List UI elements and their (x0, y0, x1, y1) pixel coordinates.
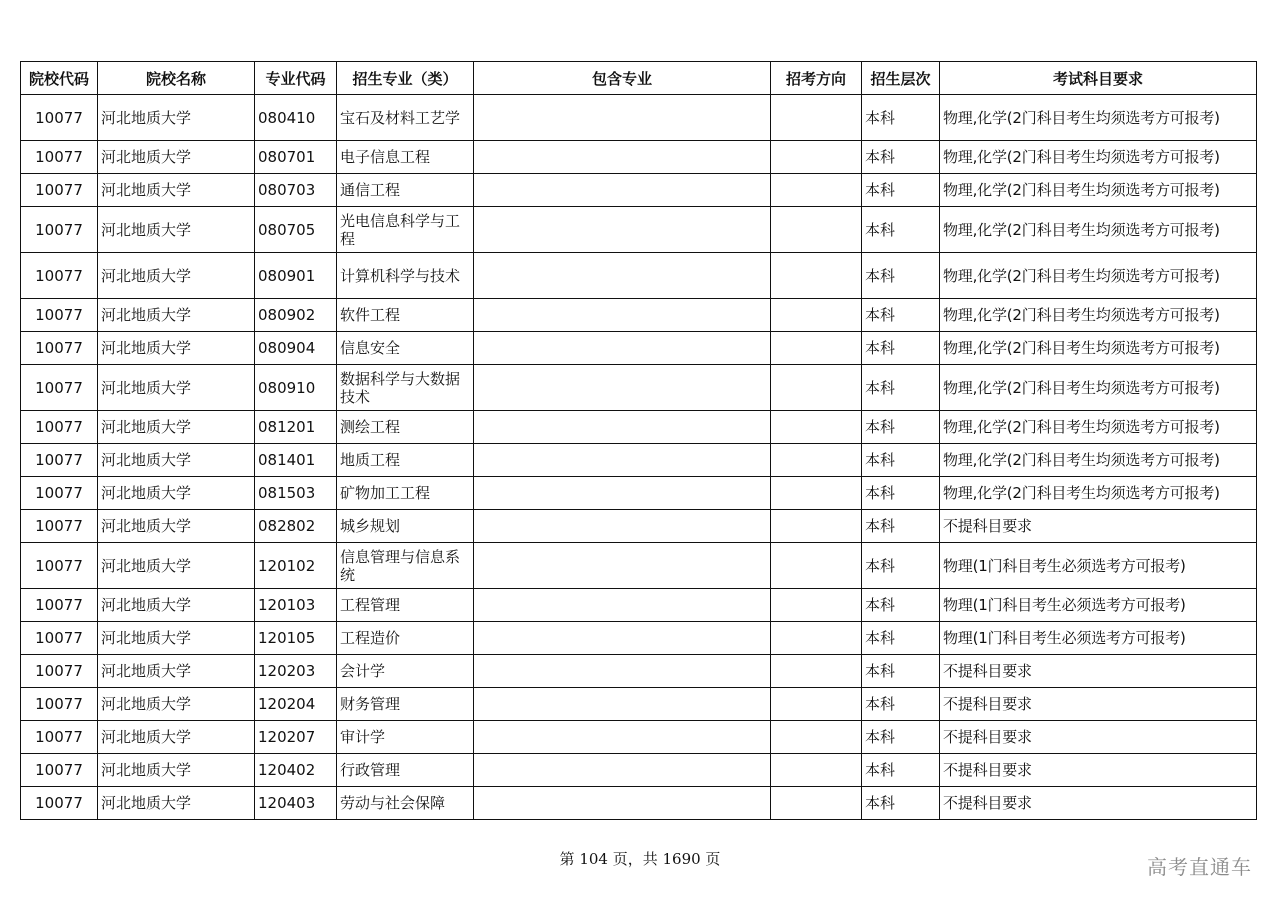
school-code-cell: 10077 (21, 655, 98, 688)
col-header-included-majors: 包含专业 (474, 62, 771, 95)
table-row (21, 141, 1257, 174)
subject-requirements-cell: 物理,化学(2门科目考生均须选考方可报考) (940, 365, 1257, 411)
major-cell: 软件工程 (337, 299, 474, 332)
major-cell: 测绘工程 (337, 411, 474, 444)
major-code-cell: 120402 (255, 754, 337, 787)
table-row (21, 365, 1257, 411)
major-cell: 劳动与社会保障 (337, 787, 474, 820)
major-cell: 工程造价 (337, 622, 474, 655)
school-name-cell: 河北地质大学 (98, 299, 255, 332)
major-code-cell: 080705 (255, 207, 337, 253)
level-cell: 本科 (862, 754, 940, 787)
table-row (21, 332, 1257, 365)
watermark: 高考直通车 (1147, 855, 1252, 879)
subject-requirements-cell: 物理,化学(2门科目考生均须选考方可报考) (940, 477, 1257, 510)
school-name-cell: 河北地质大学 (98, 332, 255, 365)
major-cell: 数据科学与大数据技术 (337, 365, 474, 411)
level-cell: 本科 (862, 141, 940, 174)
included-majors-cell (474, 622, 771, 655)
subject-requirements-cell: 物理,化学(2门科目考生均须选考方可报考) (940, 207, 1257, 253)
table-row (21, 207, 1257, 253)
major-cell: 通信工程 (337, 174, 474, 207)
subject-requirements-cell: 物理(1门科目考生必须选考方可报考) (940, 622, 1257, 655)
major-cell: 城乡规划 (337, 510, 474, 543)
subject-requirements-cell: 物理(1门科目考生必须选考方可报考) (940, 543, 1257, 589)
major-cell: 光电信息科学与工程 (337, 207, 474, 253)
major-cell: 工程管理 (337, 589, 474, 622)
school-code-cell: 10077 (21, 622, 98, 655)
major-code-cell: 080910 (255, 365, 337, 411)
school-name-cell: 河北地质大学 (98, 253, 255, 299)
level-cell: 本科 (862, 95, 940, 141)
included-majors-cell (474, 543, 771, 589)
col-header-major-code: 专业代码 (255, 62, 337, 95)
level-cell: 本科 (862, 688, 940, 721)
direction-cell (771, 365, 862, 411)
school-name-cell: 河北地质大学 (98, 688, 255, 721)
major-code-cell: 080901 (255, 253, 337, 299)
direction-cell (771, 174, 862, 207)
subject-requirements-cell: 不提科目要求 (940, 510, 1257, 543)
subject-requirements-cell: 物理,化学(2门科目考生均须选考方可报考) (940, 299, 1257, 332)
school-name-cell: 河北地质大学 (98, 622, 255, 655)
col-header-subject-requirements: 考试科目要求 (940, 62, 1257, 95)
included-majors-cell (474, 688, 771, 721)
direction-cell (771, 253, 862, 299)
major-code-cell: 082802 (255, 510, 337, 543)
level-cell: 本科 (862, 207, 940, 253)
included-majors-cell (474, 141, 771, 174)
included-majors-cell (474, 510, 771, 543)
level-cell: 本科 (862, 299, 940, 332)
included-majors-cell (474, 174, 771, 207)
included-majors-cell (474, 787, 771, 820)
subject-requirements-cell: 不提科目要求 (940, 721, 1257, 754)
major-code-cell: 120102 (255, 543, 337, 589)
level-cell: 本科 (862, 365, 940, 411)
school-name-cell: 河北地质大学 (98, 543, 255, 589)
table-row (21, 253, 1257, 299)
col-header-school-code: 院校代码 (21, 62, 98, 95)
subject-requirements-cell: 物理,化学(2门科目考生均须选考方可报考) (940, 332, 1257, 365)
school-code-cell: 10077 (21, 299, 98, 332)
included-majors-cell (474, 95, 771, 141)
school-code-cell: 10077 (21, 589, 98, 622)
major-cell: 审计学 (337, 721, 474, 754)
table-row (21, 543, 1257, 589)
table-row (21, 174, 1257, 207)
school-name-cell: 河北地质大学 (98, 754, 255, 787)
direction-cell (771, 754, 862, 787)
level-cell: 本科 (862, 721, 940, 754)
school-name-cell: 河北地质大学 (98, 787, 255, 820)
level-cell: 本科 (862, 655, 940, 688)
major-cell: 宝石及材料工艺学 (337, 95, 474, 141)
admissions-table (20, 61, 1257, 820)
direction-cell (771, 622, 862, 655)
col-header-level: 招生层次 (862, 62, 940, 95)
table-row (21, 754, 1257, 787)
major-code-cell: 080703 (255, 174, 337, 207)
school-name-cell: 河北地质大学 (98, 655, 255, 688)
direction-cell (771, 141, 862, 174)
major-cell: 会计学 (337, 655, 474, 688)
school-name-cell: 河北地质大学 (98, 207, 255, 253)
school-name-cell: 河北地质大学 (98, 95, 255, 141)
included-majors-cell (474, 655, 771, 688)
major-code-cell: 081201 (255, 411, 337, 444)
major-code-cell: 080701 (255, 141, 337, 174)
direction-cell (771, 299, 862, 332)
school-code-cell: 10077 (21, 477, 98, 510)
subject-requirements-cell: 不提科目要求 (940, 754, 1257, 787)
included-majors-cell (474, 411, 771, 444)
school-name-cell: 河北地质大学 (98, 141, 255, 174)
table-row (21, 444, 1257, 477)
school-code-cell: 10077 (21, 543, 98, 589)
table-body (21, 95, 1257, 820)
major-cell: 矿物加工工程 (337, 477, 474, 510)
level-cell: 本科 (862, 589, 940, 622)
major-code-cell: 081401 (255, 444, 337, 477)
subject-requirements-cell: 不提科目要求 (940, 688, 1257, 721)
school-name-cell: 河北地质大学 (98, 174, 255, 207)
school-code-cell: 10077 (21, 754, 98, 787)
direction-cell (771, 207, 862, 253)
included-majors-cell (474, 365, 771, 411)
major-cell: 财务管理 (337, 688, 474, 721)
major-cell: 电子信息工程 (337, 141, 474, 174)
school-code-cell: 10077 (21, 721, 98, 754)
level-cell: 本科 (862, 444, 940, 477)
major-cell: 信息管理与信息系统 (337, 543, 474, 589)
table-row (21, 95, 1257, 141)
included-majors-cell (474, 207, 771, 253)
included-majors-cell (474, 754, 771, 787)
school-name-cell: 河北地质大学 (98, 477, 255, 510)
school-name-cell: 河北地质大学 (98, 365, 255, 411)
school-name-cell: 河北地质大学 (98, 444, 255, 477)
direction-cell (771, 411, 862, 444)
direction-cell (771, 444, 862, 477)
school-name-cell: 河北地质大学 (98, 589, 255, 622)
major-code-cell: 120207 (255, 721, 337, 754)
school-code-cell: 10077 (21, 207, 98, 253)
school-code-cell: 10077 (21, 332, 98, 365)
subject-requirements-cell: 不提科目要求 (940, 655, 1257, 688)
level-cell: 本科 (862, 543, 940, 589)
level-cell: 本科 (862, 622, 940, 655)
included-majors-cell (474, 721, 771, 754)
major-code-cell: 080410 (255, 95, 337, 141)
direction-cell (771, 477, 862, 510)
school-code-cell: 10077 (21, 510, 98, 543)
table-header-row (21, 62, 1257, 95)
school-code-cell: 10077 (21, 95, 98, 141)
included-majors-cell (474, 332, 771, 365)
school-code-cell: 10077 (21, 411, 98, 444)
school-code-cell: 10077 (21, 787, 98, 820)
level-cell: 本科 (862, 174, 940, 207)
col-header-direction: 招考方向 (771, 62, 862, 95)
school-code-cell: 10077 (21, 141, 98, 174)
direction-cell (771, 655, 862, 688)
subject-requirements-cell: 物理(1门科目考生必须选考方可报考) (940, 589, 1257, 622)
school-name-cell: 河北地质大学 (98, 411, 255, 444)
table-row (21, 655, 1257, 688)
school-code-cell: 10077 (21, 444, 98, 477)
direction-cell (771, 589, 862, 622)
major-cell: 地质工程 (337, 444, 474, 477)
included-majors-cell (474, 299, 771, 332)
table-row (21, 721, 1257, 754)
major-cell: 计算机科学与技术 (337, 253, 474, 299)
level-cell: 本科 (862, 332, 940, 365)
direction-cell (771, 721, 862, 754)
table-row (21, 589, 1257, 622)
direction-cell (771, 787, 862, 820)
subject-requirements-cell: 物理,化学(2门科目考生均须选考方可报考) (940, 95, 1257, 141)
col-header-school-name: 院校名称 (98, 62, 255, 95)
table-row (21, 787, 1257, 820)
major-cell: 行政管理 (337, 754, 474, 787)
subject-requirements-cell: 不提科目要求 (940, 787, 1257, 820)
table-row (21, 622, 1257, 655)
subject-requirements-cell: 物理,化学(2门科目考生均须选考方可报考) (940, 411, 1257, 444)
table-row (21, 688, 1257, 721)
level-cell: 本科 (862, 253, 940, 299)
subject-requirements-cell: 物理,化学(2门科目考生均须选考方可报考) (940, 174, 1257, 207)
direction-cell (771, 543, 862, 589)
direction-cell (771, 95, 862, 141)
school-name-cell: 河北地质大学 (98, 510, 255, 543)
direction-cell (771, 688, 862, 721)
included-majors-cell (474, 477, 771, 510)
table-row (21, 299, 1257, 332)
school-code-cell: 10077 (21, 365, 98, 411)
school-code-cell: 10077 (21, 253, 98, 299)
major-code-cell: 080904 (255, 332, 337, 365)
major-code-cell: 120103 (255, 589, 337, 622)
table-row (21, 477, 1257, 510)
subject-requirements-cell: 物理,化学(2门科目考生均须选考方可报考) (940, 444, 1257, 477)
page-number: 第 104 页，共 1690 页 (559, 850, 721, 868)
major-code-cell: 080902 (255, 299, 337, 332)
table-row (21, 510, 1257, 543)
school-code-cell: 10077 (21, 688, 98, 721)
major-code-cell: 120403 (255, 787, 337, 820)
major-code-cell: 120105 (255, 622, 337, 655)
included-majors-cell (474, 444, 771, 477)
included-majors-cell (474, 253, 771, 299)
level-cell: 本科 (862, 510, 940, 543)
table-row (21, 411, 1257, 444)
direction-cell (771, 510, 862, 543)
subject-requirements-cell: 物理,化学(2门科目考生均须选考方可报考) (940, 253, 1257, 299)
school-name-cell: 河北地质大学 (98, 721, 255, 754)
school-code-cell: 10077 (21, 174, 98, 207)
major-code-cell: 120204 (255, 688, 337, 721)
major-code-cell: 081503 (255, 477, 337, 510)
col-header-major: 招生专业（类） (337, 62, 474, 95)
included-majors-cell (474, 589, 771, 622)
direction-cell (771, 332, 862, 365)
subject-requirements-cell: 物理,化学(2门科目考生均须选考方可报考) (940, 141, 1257, 174)
major-cell: 信息安全 (337, 332, 474, 365)
level-cell: 本科 (862, 477, 940, 510)
level-cell: 本科 (862, 411, 940, 444)
level-cell: 本科 (862, 787, 940, 820)
major-code-cell: 120203 (255, 655, 337, 688)
